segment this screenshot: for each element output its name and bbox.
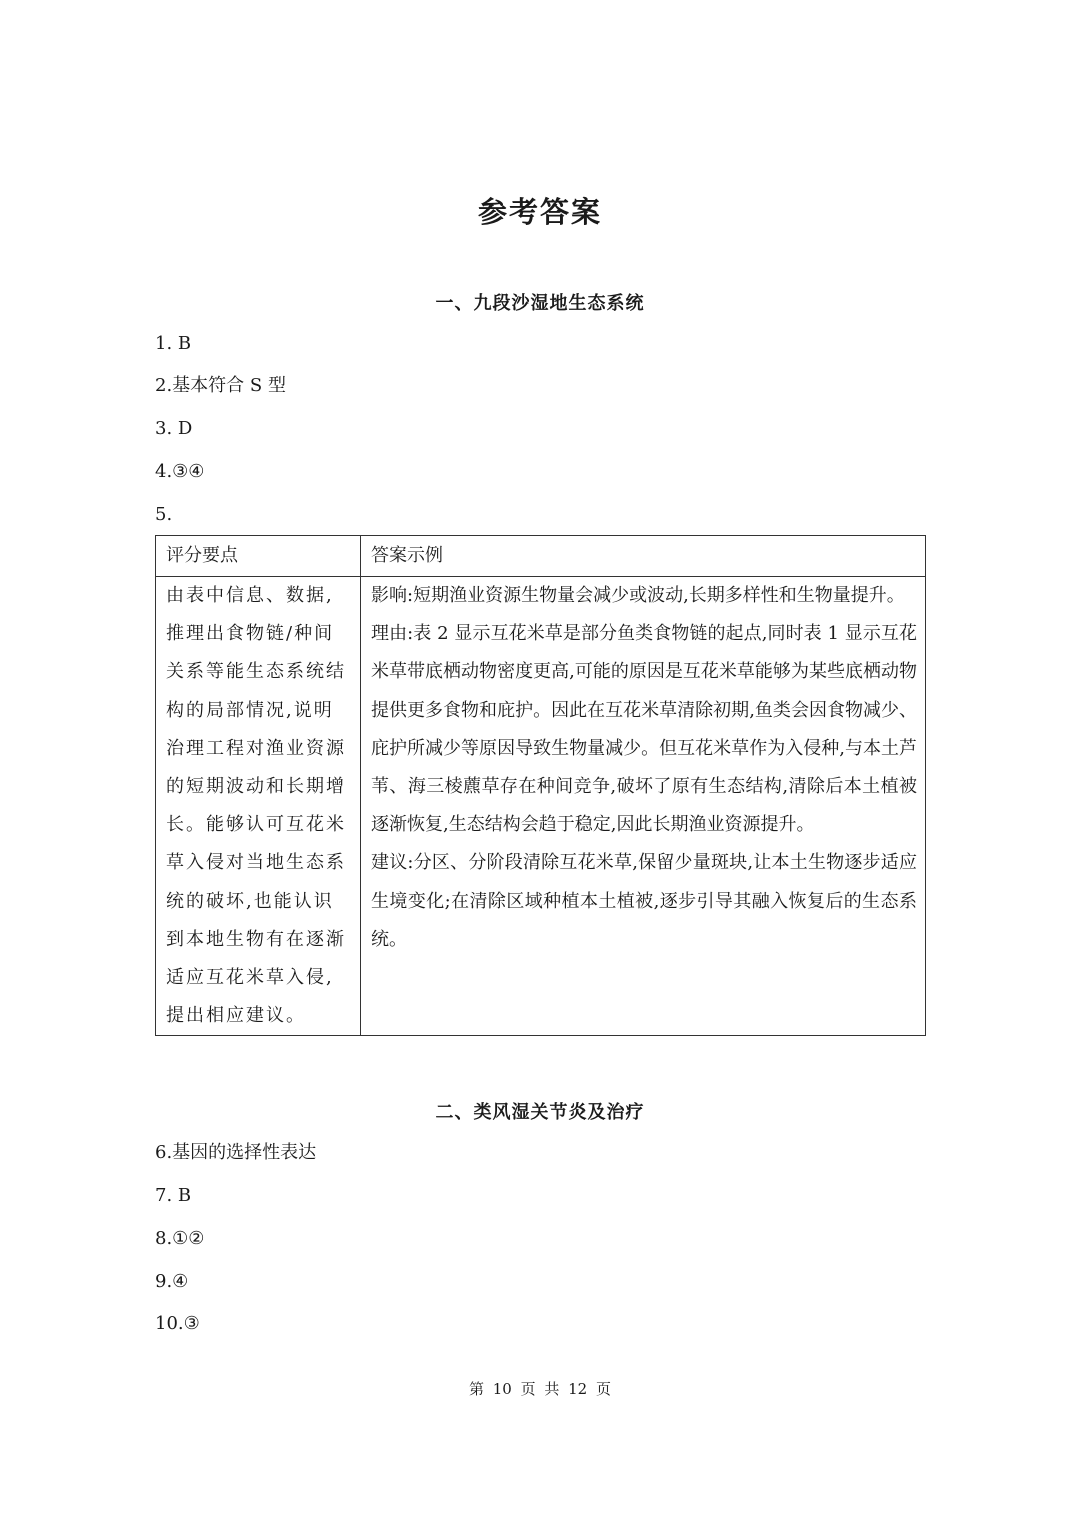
answer-5: 5. [155,504,173,525]
scoring-points-cell: 由表中信息、数据,推理出食物链/种间关系等能生态系统结构的局部情况,说明治理工程对渔业资源的短期波动和长期增长。能够认可互花米草入侵对当地生态系统的破坏,也能认识到本地生物有在逐渐适应互花米草入侵,提出相应建议。 [156,577,361,1036]
page-number-footer: 第 10 页 共 12 页 [468,1380,611,1398]
section-heading-2: 二、类风湿关节炎及治疗 [435,1102,645,1123]
answer-1: 1. B [155,333,192,354]
answer-8: 8.①② [155,1228,205,1249]
answer-9: 9.④ [155,1271,189,1292]
answer-10: 10.③ [155,1313,200,1334]
answer-3: 3. D [155,418,193,439]
example-reason: 理由:表 2 显示互花米草是部分鱼类食物链的起点,同时表 1 显示互花米草带底栖动物密度更高,可能的原因是互花米草能够为某些底栖动物提供更多食物和庇护。因此在互花米草清除初期,鱼类会因食物减少、庇护所减少等原因导致生物量减少。但互花米草作为入侵种,与本土芦苇、海三棱藨草存在种间竞争,破坏了原有生态结构,清除后本土植被逐渐恢复,生态结构会趋于稳定,因此长期渔业资源提升。 [371,623,917,836]
scoring-table [155,535,926,1036]
example-impact: 影响:短期渔业资源生物量会减少或波动,长期多样性和生物量提升。 [371,585,905,606]
answer-2: 2.基本符合 S 型 [155,375,286,396]
answer-7: 7. B [155,1185,192,1206]
section-heading-1: 一、九段沙湿地生态系统 [435,293,645,314]
example-suggestion: 建议:分区、分阶段清除互花米草,保留少量斑块,让本土生物逐步适应生境变化;在清除区域种植本土植被,逐步引导其融入恢复后的生态系统。 [371,852,917,950]
answer-6: 6.基因的选择性表达 [155,1142,317,1163]
table-row [156,577,926,1036]
header-answer-example: 答案示例 [361,536,926,577]
header-scoring-points: 评分要点 [156,536,361,577]
answer-example-cell [361,577,926,1036]
answer-4: 4.③④ [155,461,205,482]
table-header-row [156,536,926,577]
page-title: 参考答案 [477,195,602,229]
